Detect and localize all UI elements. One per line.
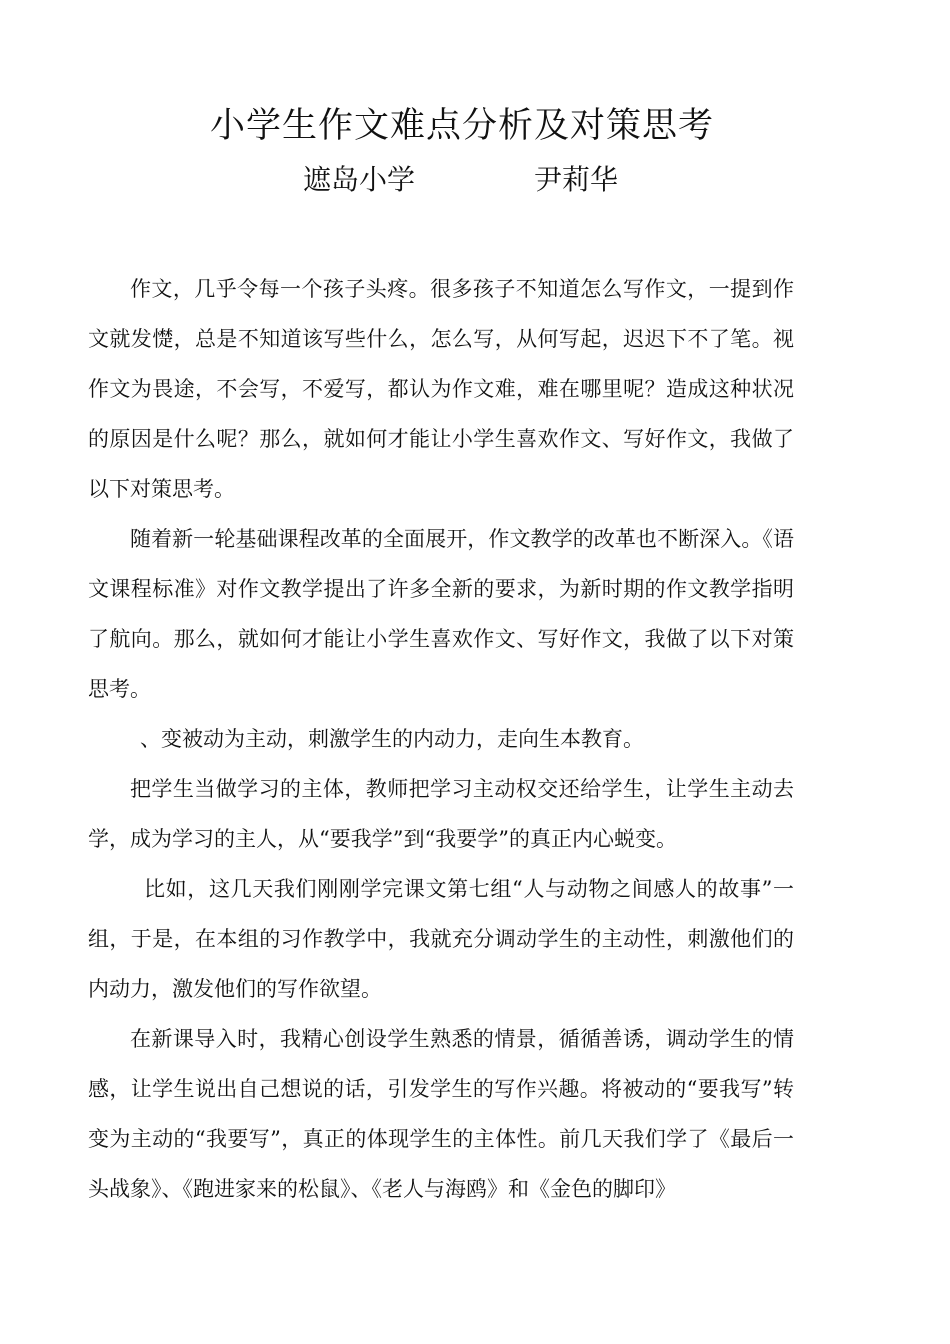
paragraph-5: 在新课导入时，我精心创设学生熟悉的情景，循循善诱，调动学生的情感，让学生说出自己想说的话，引发学生的写作兴趣。将被动的“要我写”转变为主动的“我要写”，真正的体现学生的主体性。前几天我们学了《最后一头战象》、《跑进家来的松鼠》、《老人与海鸥》和《金色的脚印》 — [88, 1027, 794, 1201]
school-name: 遮岛小学 — [303, 163, 416, 196]
document-title: 小学生作文难点分析及对策思考 — [209, 106, 714, 146]
paragraph-2: 随着新一轮基础课程改革的全面展开，作文教学的改革也不断深入。《语文课程标准》对作文教学提出了许多全新的要求，为新时期的作文教学指明了航向。那么，就如何才能让小学生喜欢作文、写好作文，我做了以下对策思考。 — [88, 527, 794, 701]
author-name: 尹莉华 — [534, 163, 619, 196]
paragraph-4: 比如，这几天我们刚刚学完课文第七组“人与动物之间感人的故事”一组，于是，在本组的习作教学中，我就充分调动学生的主动性，刺激他们的内动力，激发他们的写作欲望。 — [88, 877, 794, 1001]
document-body — [88, 264, 794, 1214]
paragraph-3: 把学生当做学习的主体，教师把学习主动权交还给学生，让学生主动去学，成为学习的主人，从“要我学”到“我要学”的真正内心蜕变。 — [88, 777, 794, 851]
paragraph-1: 作文，几乎令每一个孩子头疼。很多孩子不知道怎么写作文，一提到作文就发憷，总是不知道该写些什么，怎么写，从何写起，迟迟下不了笔。视作文为畏途，不会写，不爱写，都认为作文难，难在哪里呢？造成这种状况的原因是什么呢？那么，就如何才能让小学生喜欢作文、写好作文，我做了以下对策思考。 — [88, 277, 794, 501]
section-heading-1: 、变被动为主动，刺激学生的内动力，走向生本教育。 — [140, 727, 644, 751]
